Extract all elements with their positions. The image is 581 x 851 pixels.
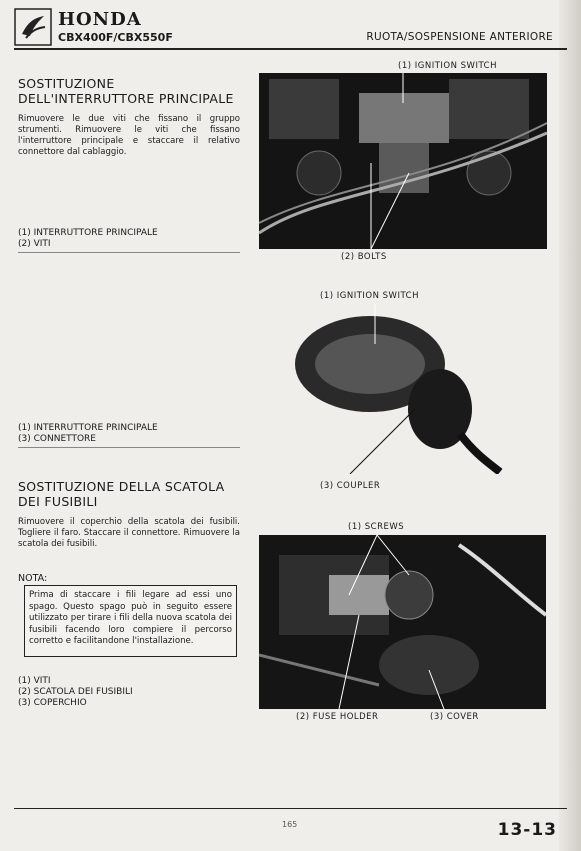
ignition-switch-photo: [259, 73, 547, 249]
nota-box: [24, 585, 237, 657]
section2-divider: [18, 447, 240, 448]
photo3-caption-bottom-left: (2) FUSE HOLDER: [296, 712, 379, 722]
page-number: 165: [282, 820, 298, 829]
section-title: RUOTA/SOSPENSIONE ANTERIORE: [366, 31, 553, 43]
section1-item-2: (2) VITI: [18, 239, 51, 249]
section3-item-2: (2) SCATOLA DEI FUSIBILI: [18, 687, 133, 697]
section1-divider: [18, 252, 240, 253]
section1-item-1: (1) INTERRUTTORE PRINCIPALE: [18, 228, 158, 238]
photo2-caption-top: (1) IGNITION SWITCH: [320, 291, 419, 301]
section3-heading: SOSTITUZIONE DELLA SCATOLA DEI FUSIBILI: [18, 479, 225, 509]
honda-wing-logo-icon: [14, 8, 52, 46]
brand-name: HONDA: [58, 9, 142, 30]
section2-item-2: (3) CONNETTORE: [18, 434, 96, 444]
header-rule: [14, 48, 567, 50]
photo3-caption-top: (1) SCREWS: [348, 522, 405, 532]
page-reference: 13-13: [497, 820, 557, 840]
nota-label: NOTA:: [18, 573, 48, 584]
nota-text: Prima di staccare i fili legare ad essi uno spago. Questo spago può in seguito essere utilizzato per tirare i fili della nuova scatola dei fusibili facendo loro compiere il percorso corretto e facilitandone l'installazione.: [29, 590, 232, 646]
model-name: CBX400F/CBX550F: [58, 31, 173, 44]
section2-item-1: (1) INTERRUTTORE PRINCIPALE: [18, 423, 158, 433]
photo2-caption-bottom: (3) COUPLER: [320, 481, 381, 491]
fuse-box-photo: [259, 535, 546, 709]
footer-rule: [14, 808, 567, 809]
section1-heading: SOSTITUZIONE DELL'INTERRUTTORE PRINCIPALE: [18, 76, 234, 106]
section3-item-3: (3) COPERCHIO: [18, 698, 87, 708]
section3-item-1: (1) VITI: [18, 676, 51, 686]
section3-paragraph: Rimuovere il coperchio della scatola dei fusibili. Togliere il faro. Staccare il connettore. Rimuovere la scatola dei fusibili.: [18, 517, 240, 549]
photo1-caption-top: (1) IGNITION SWITCH: [398, 61, 497, 71]
photo1-caption-bottom: (2) BOLTS: [341, 252, 387, 262]
page-edge-shadow: [559, 0, 581, 851]
section1-paragraph: Rimuovere le due viti che fissano il gruppo strumenti. Rimuovere le viti che fissano l'interruttore principale e staccare il relativo connettore dal cablaggio.: [18, 114, 240, 157]
coupler-photo: [290, 304, 510, 474]
photo3-caption-bottom-right: (3) COVER: [430, 712, 479, 722]
